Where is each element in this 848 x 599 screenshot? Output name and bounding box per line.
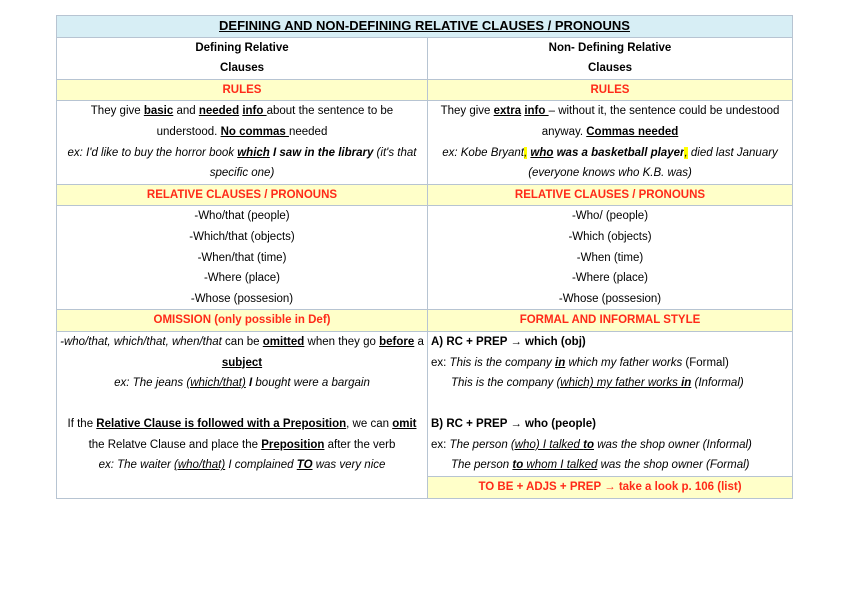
list-item: -Whose (possesion) [190,292,294,305]
example-subject: I [245,377,253,390]
keyword-preposition: Preposition [261,438,325,451]
rule-b-heading [428,414,792,435]
example-style: (Formal) [682,356,729,369]
example-omitted-pronoun: (who/that) [174,459,226,472]
example-text: I complained [225,459,297,472]
rule-a-example-1 [428,353,792,374]
example-text: ex: The jeans [114,377,187,390]
list-item: -When (time) [576,251,644,264]
text: when they go [304,335,380,348]
text: about the sentence to be understood. [156,105,394,138]
example-text: was very nice [312,459,386,472]
keyword-omit: omit [392,418,417,431]
keyword-commas-needed: Commas needed [586,125,679,138]
list-item: -When/that (time) [197,251,287,264]
formal-informal-label: FORMAL AND INFORMAL STYLE [428,310,793,332]
formal-informal-text [428,331,793,498]
list-item: -Who/that (people) [194,210,290,223]
non-defining-pronouns-list [428,206,793,310]
list-item: -Where (place) [571,272,649,285]
example-preposition: TO [296,459,313,472]
example-text: bought were a bargain [252,377,370,390]
rule-b-example-1 [428,435,792,456]
example-text: ex: Kobe Bryant [442,146,525,159]
non-defining-header-line1: Non- Defining Relative [548,41,672,54]
example-clause: whom I talked [523,459,598,472]
example-omitted-pronoun: (which) my father works [556,377,682,390]
non-defining-rules-text [428,101,793,184]
text: B) RC + PREP → who (people) [431,418,596,431]
example-text: ex: The waiter [98,459,175,472]
example-text: The person [449,438,511,451]
example-text: was the shop owner (Informal) [594,438,752,451]
spacer [428,394,792,415]
example-omitted-pronoun: (who) I talked [510,438,584,451]
pronouns-label-left: RELATIVE CLAUSES / PRONOUNS [57,184,428,206]
list-item: -Whose (possesion) [558,292,662,305]
keyword-basic: basic [143,105,174,118]
header-row [57,37,793,79]
spacer [60,394,424,415]
pronouns-band-row [57,184,793,206]
non-defining-header [428,37,793,79]
example-preposition: to [583,438,595,451]
text: ex: [431,438,450,451]
example-clause: I saw in the library [269,146,374,159]
omission-band-row [57,310,793,332]
keyword-omitted: omitted [262,335,305,348]
rule-a-heading [428,332,792,353]
example-text: The person [451,459,513,472]
text: They give [90,105,144,118]
text: and [173,105,199,118]
example-style: (Informal) [691,377,744,390]
defining-header-line2: Clauses [219,62,265,75]
omission-content-row [57,331,793,498]
highlighted-comma: , [684,146,688,159]
omission-text [57,331,428,498]
text: needed [288,125,328,138]
list-item: -Where (place) [203,272,281,285]
text: ex: [431,356,450,369]
rules-label-right: RULES [428,79,793,101]
pronouns-content-row [57,206,793,310]
text: can be [221,335,263,348]
highlighted-comma: , [524,146,528,159]
defining-pronouns-list [57,206,428,310]
rules-band-row [57,79,793,101]
keyword-preposition-rule: Relative Clause is followed with a Preposition [96,418,347,431]
example-who: who [530,146,554,159]
omission-label: OMISSION (only possible in Def) [57,310,428,332]
text: – without it, the sentence could be undestood anyway. [541,105,780,138]
text: the Relatve Clause and place the [88,438,262,451]
title-row [57,16,793,38]
keyword-extra: extra [493,105,522,118]
non-defining-header-line2: Clauses [587,62,633,75]
example-preposition: to [512,459,524,472]
example-preposition: in [681,377,692,390]
list-item: -Which/that (objects) [189,230,295,243]
page-title: DEFINING AND NON-DEFINING RELATIVE CLAUSES / PRONOUNS [57,16,793,38]
to-be-adjs-footer: TO BE + ADJS + PREP → take a look p. 106 (list) [428,476,792,498]
text: If the [67,418,97,431]
keyword-subject: subject [221,356,263,369]
example-text: This is the company [451,377,557,390]
example-text: This is the company [449,356,556,369]
defining-header-line1: Defining Relative [195,41,289,54]
defining-rules-text [57,101,428,184]
omission-example-2 [60,455,424,476]
omission-paragraph-2 [60,414,424,455]
example-which: which [237,146,270,159]
rules-label-left: RULES [57,79,428,101]
text: A) RC + PREP → which (obj) [431,335,586,348]
example-clause: was a basketball player [553,146,685,159]
omission-example-1 [60,373,424,394]
example-text: ex: I'd like to buy the horror book [67,146,238,159]
list-item: -Which (objects) [568,230,652,243]
keyword-info: info [242,105,267,118]
example-omitted-pronoun: (which/that) [186,377,246,390]
pronoun-list: -who/that, which/that, when/that [60,335,222,348]
relative-clauses-table [56,15,793,499]
keyword-needed: needed [198,105,240,118]
example-text: was the shop owner (Formal) [597,459,750,472]
rule-b-example-2 [428,455,792,476]
keyword-no-commas: No commas [220,125,289,138]
example-preposition: in [555,356,566,369]
keyword-info: info [524,105,549,118]
text: after the verb [324,438,396,451]
defining-header [57,37,428,79]
rules-content-row [57,101,793,184]
text: , we can [346,418,393,431]
example-text: (it's that specific one) [209,146,417,180]
list-item: -Who/ (people) [571,210,649,223]
example-text: which my father works [565,356,683,369]
rule-a-example-2 [428,373,792,394]
text: They give [440,105,494,118]
keyword-before: before [379,335,415,348]
omission-paragraph-1 [60,332,424,373]
text: a [414,335,424,348]
example-text: died last January (everyone knows who K.B. was) [528,146,778,180]
pronouns-label-right: RELATIVE CLAUSES / PRONOUNS [428,184,793,206]
